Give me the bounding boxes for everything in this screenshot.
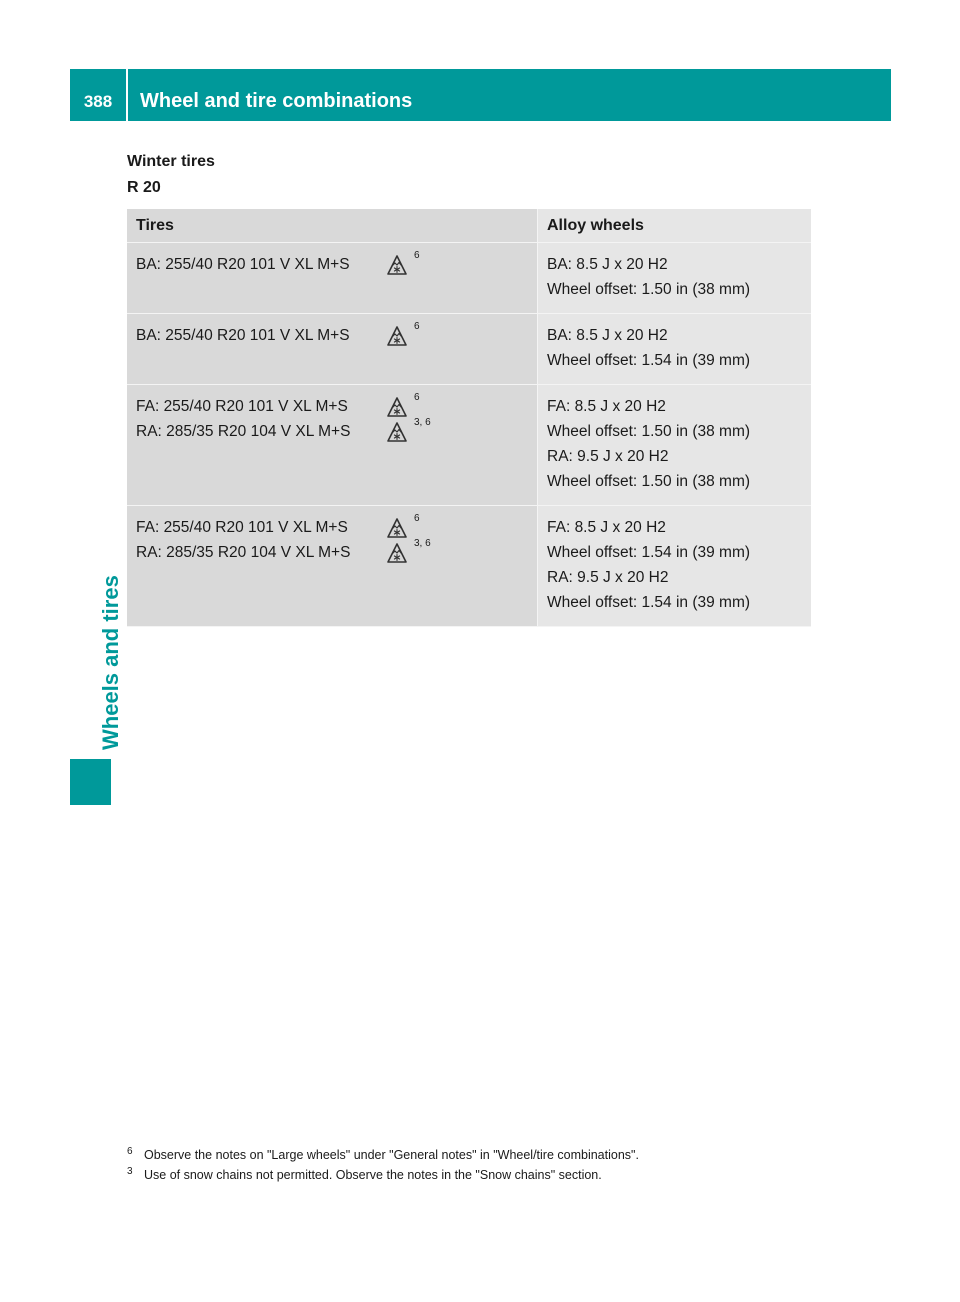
tire-cell: [127, 243, 538, 314]
wheel-cell: [538, 506, 812, 627]
tire-size-text: FA: 255/40 R20 101 V XL M+S: [136, 518, 348, 536]
wheel-spec-line: Wheel offset: 1.54 in (39 mm): [547, 351, 751, 369]
section-heading: Winter tires: [127, 153, 215, 170]
page-number: 388: [83, 92, 113, 111]
wheel-spec-line: BA: 8.5 J x 20 H2: [547, 255, 668, 273]
tire-cell: [127, 506, 538, 627]
wheel-spec-line: Wheel offset: 1.50 in (38 mm): [547, 422, 751, 440]
tire-cell: [127, 385, 538, 506]
tire-line: [136, 540, 528, 565]
section-side-label: Wheels and tires: [98, 575, 123, 750]
table-row: [127, 243, 811, 314]
tire-line: [136, 252, 528, 277]
tire-size-text: BA: 255/40 R20 101 V XL M+S: [136, 326, 350, 344]
footnote-reference: 6: [414, 321, 420, 332]
footnote-reference: 6: [414, 513, 420, 524]
page-header: [70, 69, 891, 121]
wheel-spec-line: BA: 8.5 J x 20 H2: [547, 326, 668, 344]
footnote-reference: 3, 6: [414, 417, 431, 428]
wheel-spec-line: Wheel offset: 1.50 in (38 mm): [547, 280, 751, 298]
tire-size-text: RA: 285/35 R20 104 V XL M+S: [136, 422, 351, 440]
header-divider: [126, 69, 128, 121]
wheel-spec-line: FA: 8.5 J x 20 H2: [547, 518, 666, 536]
snowflake-mountain-icon: [386, 542, 408, 564]
tire-size-text: FA: 255/40 R20 101 V XL M+S: [136, 397, 348, 415]
wheel-spec-line: Wheel offset: 1.50 in (38 mm): [547, 472, 751, 490]
table-row: [127, 385, 811, 506]
footnote-text: Use of snow chains not permitted. Observe the notes in the "Snow chains" section.: [144, 1168, 602, 1182]
snowflake-mountain-icon: [386, 396, 408, 418]
footnotes: [127, 1145, 639, 1185]
footnote-text: Observe the notes on "Large wheels" under "General notes" in "Wheel/tire combinations".: [144, 1148, 639, 1162]
section-subheading: R 20: [127, 179, 161, 196]
table-header-row: [127, 209, 811, 243]
tire-size-text: RA: 285/35 R20 104 V XL M+S: [136, 543, 351, 561]
table-row: [127, 506, 811, 627]
tire-line: [136, 419, 528, 444]
section-side-tab: [70, 759, 111, 805]
wheel-spec-line: Wheel offset: 1.54 in (39 mm): [547, 543, 751, 561]
wheel-cell: [538, 385, 812, 506]
wheel-spec-line: FA: 8.5 J x 20 H2: [547, 397, 666, 415]
tire-cell: [127, 314, 538, 385]
chapter-title: Wheel and tire combinations: [140, 90, 413, 112]
snowflake-mountain-icon: [386, 325, 408, 347]
table-body: [127, 243, 811, 627]
footnote-mark: 3: [127, 1165, 133, 1177]
wheel-cell: [538, 314, 812, 385]
footnote-reference: 3, 6: [414, 538, 431, 549]
footnote-mark: 6: [127, 1145, 133, 1157]
tire-line: [136, 515, 528, 540]
wheel-spec-line: RA: 9.5 J x 20 H2: [547, 568, 669, 586]
tire-size-text: BA: 255/40 R20 101 V XL M+S: [136, 255, 350, 273]
column-header-tires: Tires: [127, 209, 538, 243]
footnote-item: [127, 1145, 639, 1165]
tire-line: [136, 323, 528, 348]
column-header-alloy-wheels: Alloy wheels: [538, 209, 812, 243]
tires-table: [127, 209, 811, 627]
table-row: [127, 314, 811, 385]
tire-line: [136, 394, 528, 419]
footnote-reference: 6: [414, 250, 420, 261]
snowflake-mountain-icon: [386, 254, 408, 276]
footnote-item: [127, 1165, 639, 1185]
wheel-cell: [538, 243, 812, 314]
wheel-spec-line: RA: 9.5 J x 20 H2: [547, 447, 669, 465]
wheel-spec-line: Wheel offset: 1.54 in (39 mm): [547, 593, 751, 611]
snowflake-mountain-icon: [386, 517, 408, 539]
footnote-reference: 6: [414, 392, 420, 403]
snowflake-mountain-icon: [386, 421, 408, 443]
